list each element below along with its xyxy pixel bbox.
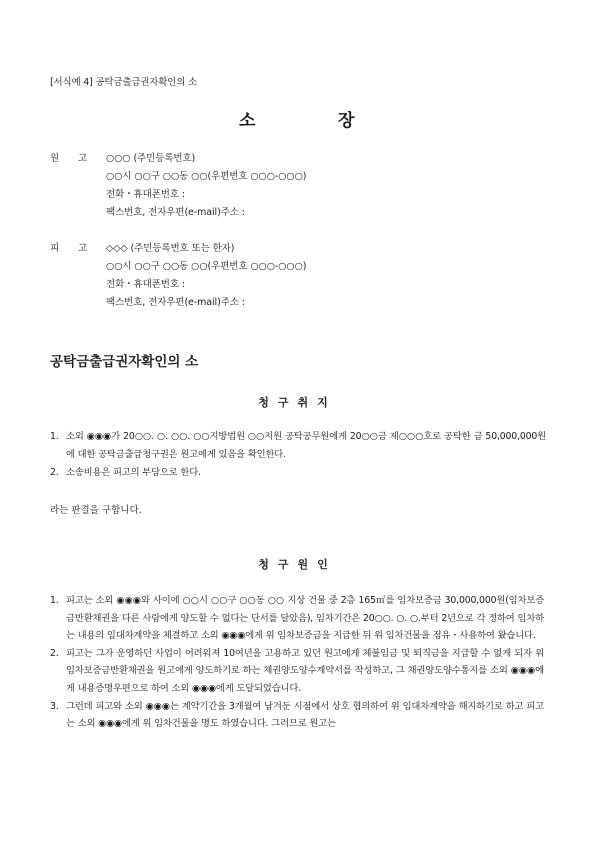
claim-closing: 라는 판결을 구합니다. bbox=[50, 505, 142, 516]
title-char-2: 장 bbox=[338, 111, 355, 131]
title-char-1: 소 bbox=[239, 111, 256, 131]
list-item: 1. 소외 ◉◉◉가 20○○. ○. ○○. ○○지방법원 ○○지원 공탁공무원에게 20○○금 제○○○호로 공탁한 금 50,000,000원에 대한 공탁금출급청구권은 원고에게 있음을 확인한다. bbox=[50, 431, 546, 460]
document-page: [서식예 4] 공탁금출급권자확인의 소 소 장 원 고 ○○○ (주민등록번호) ○○시 ○○구 ○○동 ○○(우편번호 ○○○-○○○) 전화・휴대폰번호 : 팩스번호, 전자우편(e-mail)주소 : 피 고 ◇◇◇ (주민등록번호 또는 한자) ○○시 ○○구 ○○동 ○○(우편번호 ○○○-○○○) 전화・휴대폰번호 : 팩스번호, 전자우편(e-mail)주소 : 공탁금출급권자확인의 소 청구취지 1. 소외 ◉◉◉가 20○○. ○. ○○. ○○지방법원 ○○지원 공탁공무원에게 20○○금 제○○○호로 공탁한 금 50,000,000원에 대한 공탁금출급청구권은 원고에게 있음을 확인한다. 2. 소송비용은 피고의 부담으로 한다. 라는 판결을 구합니다. 청구원인 1. 피고는 소외 ◉◉◉와 사이에 ○○시 ○○구 ○○동 ○○ 지상 건물 중 2층 165㎡를 임차보증금 30,000,000원(임차보증금반환채권을 다른 사람에게 양도할 수 없다는 단서를 달았음), 임차기간은 20○○. ○. ○.부터 2년으로 각 정하여 임차하는 내용의 임대차계약을 체결하고 소외 ◉◉◉에게 위 임차보증금을 지급한 뒤 위 임차건물을 점유・사용하여 왔습니다. 2. 피고는 그가 운영하던 사업이 어려워져 10여년을 고용하고 있던 원고에게 체불임금 및 퇴직금을 지급할 수 없게 되자 위 임차보증금반환채권을 원고에게 양도하기로 하는 채권양도양수계약서를 작성하고, 그 채권양도양수통지를 소외 ◉◉◉에게 내용증명우편으로 하여 소외 ◉◉◉에게 도달되었습니다. 3. 그런데 피고와 소외 ◉◉◉는 계약기간을 3개월여 남겨둔 시점에서 상호 협의하여 위 임대차계약을 해지하기로 하고 피고는 소외 ◉◉◉에게 위 임차건물을 명도 하였습니다. 그러므로 원고는 bbox=[0, 0, 595, 842]
plaintiff-name: ○○○ (주민등록번호) bbox=[106, 153, 196, 164]
list-item: 1. 피고는 소외 ◉◉◉와 사이에 ○○시 ○○구 ○○동 ○○ 지상 건물 중 2층 165㎡를 임차보증금 30,000,000원(임차보증금반환채권을 다른 사람에게 양도할 수 없다는 단서를 달았음), 임차기간은 20○○. ○. ○.부터 2년으로 각 정하여 임차하는 내용의 임대차계약을 체결하고 소외 ◉◉◉에게 위 임차보증금을 지급한 뒤 위 임차건물을 점유・사용하여 왔습니다. bbox=[50, 595, 544, 642]
document-title bbox=[0, 106, 595, 130]
reason-section-title: 청구원인 bbox=[258, 558, 337, 571]
claim-list bbox=[50, 428, 546, 482]
defendant-name: ◇◇◇ (주민등록번호 또는 한자) bbox=[106, 243, 235, 254]
plaintiff-phone: 전화・휴대폰번호 : bbox=[106, 189, 185, 200]
plaintiff-fax-email: 팩스번호, 전자우편(e-mail)주소 : bbox=[106, 207, 245, 218]
case-name: 공탁금출급권자확인의 소 bbox=[50, 354, 199, 370]
list-item: 2. 소송비용은 피고의 부담으로 한다. bbox=[50, 467, 201, 478]
list-item: 2. 피고는 그가 운영하던 사업이 어려워져 10여년을 고용하고 있던 원고에게 체불임금 및 퇴직금을 지급할 수 없게 되자 위 임차보증금반환채권을 원고에게 양도하기로 하는 채권양도양수계약서를 작성하고, 그 채권양도양수통지를 소외 ◉◉◉에게 내용증명우편으로 하여 소외 ◉◉◉에게 도달되었습니다. bbox=[50, 647, 544, 694]
defendant-address: ○○시 ○○구 ○○동 ○○(우편번호 ○○○-○○○) bbox=[106, 261, 307, 272]
reason-list bbox=[50, 592, 544, 733]
claim-section-title: 청구취지 bbox=[258, 396, 337, 409]
plaintiff-address: ○○시 ○○구 ○○동 ○○(우편번호 ○○○-○○○) bbox=[106, 171, 307, 182]
defendant-phone: 전화・휴대폰번호 : bbox=[106, 279, 185, 290]
list-item: 3. 그런데 피고와 소외 ◉◉◉는 계약기간을 3개월여 남겨둔 시점에서 상호 협의하여 위 임대차계약을 해지하기로 하고 피고는 소외 ◉◉◉에게 위 임차건물을 명도 하였습니다. 그러므로 원고는 bbox=[50, 700, 544, 730]
form-label: [서식예 4] 공탁금출급권자확인의 소 bbox=[50, 77, 197, 88]
defendant-fax-email: 팩스번호, 전자우편(e-mail)주소 : bbox=[106, 297, 245, 308]
